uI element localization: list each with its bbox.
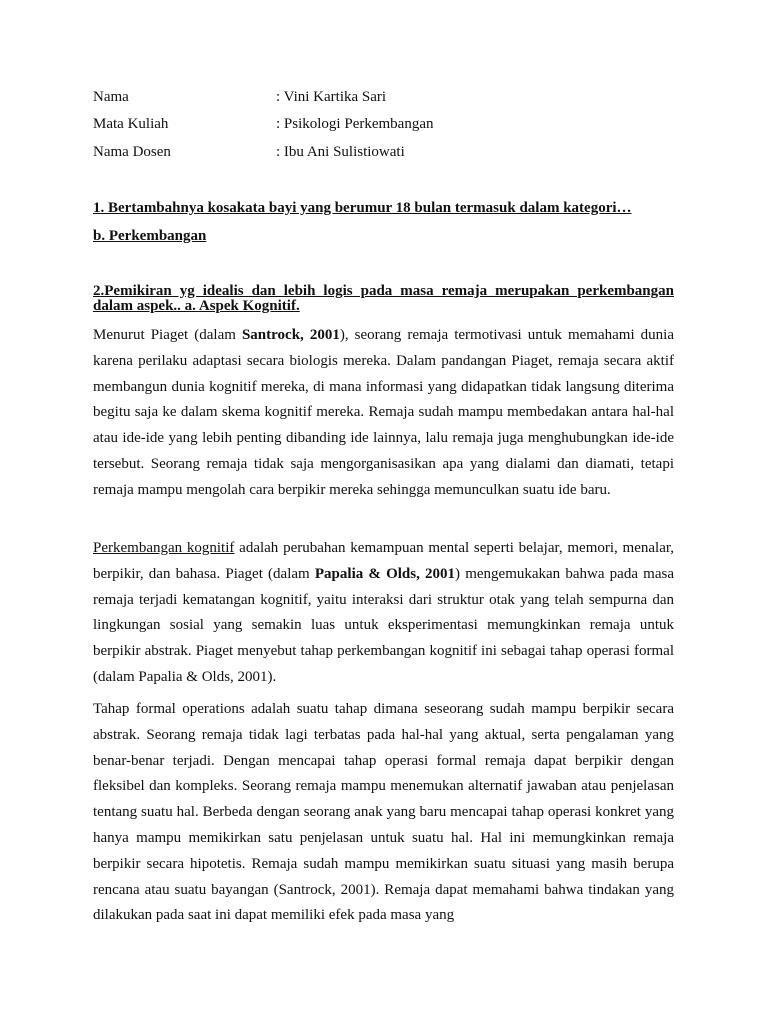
- question-2-line-2: dalam aspek.. a. Aspek Kognitif.: [93, 298, 300, 314]
- student-name-label: Nama: [93, 89, 129, 105]
- citation-santrock: Santrock, 2001: [241, 327, 340, 343]
- paragraph-2-text-a: adalah perubahan kemampuan mental seperti belajar, memori, menalar, berpikir, dan bahasa. Piaget (dalam: [93, 540, 675, 582]
- citation-papalia-olds: Papalia & Olds, 2001: [314, 565, 456, 582]
- paragraph-formal-operations: Tahap formal operations adalah suatu tahap dimana seseorang sudah mampu berpikir secara abstrak. Seorang remaja tidak lagi terbatas pada hal-hal yang aktual, serta pengalaman yang benar-benar terjadi. Dengan mencapai tahap operasi formal remaja dapat berpikir dengan fleksibel dan kompleks. Seorang remaja mampu menemukan alternatif jawaban atau penjelasan tentang suatu hal. Berbeda dengan seorang anak yang baru mencapai tahap operasi konkret yang hanya mampu memikirkan satu penjelasan untuk suatu hal. Hal ini memungkinkan remaja berpikir secara hipotetis. Remaja sudah mampu memikirkan suatu situasi yang masih berupa rencana atau suatu bayangan (Santrock, 2001). Remaja dapat memahami bahwa tindakan yang dilakukan pada saat ini dapat memiliki efek pada masa yang: [93, 701, 674, 924]
- lecturer-row: [93, 142, 405, 162]
- paragraph-cognitive-development: [93, 536, 674, 691]
- course-value: : Psikologi Perkembangan: [276, 116, 434, 132]
- student-name-value: : Vini Kartika Sari: [276, 89, 387, 105]
- course-row: [93, 114, 434, 134]
- course-label: Mata Kuliah: [93, 116, 169, 132]
- paragraph-1-text-b: ), seorang remaja termotivasi untuk memahami dunia karena perilaku adaptasi secara biologis mereka. Dalam pandangan Piaget, remaja secara aktif membangun dunia kognitif mereka, di mana informasi yang didapatkan tidak langsung diterima begitu saja ke dalam skema kognitif mereka. Remaja sudah mampu membedakan antara hal-hal atau ide-ide yang lebih penting dibanding ide lainnya, lalu remaja juga menghubungkan ide-ide tersebut. Seorang remaja tidak saja mengorganisasikan apa yang dialami dan diamati, tetapi remaja mampu mengolah cara berpikir mereka sehingga memunculkan suatu ide baru.: [93, 327, 674, 498]
- question-2: [93, 284, 674, 314]
- lecturer-label: Nama Dosen: [93, 144, 171, 160]
- student-name-row: [93, 87, 386, 107]
- paragraph-2-text-b: ) mengemukakan bahwa pada masa remaja terjadi kematangan kognitif, yaitu interaksi dari struktur otak yang telah sempurna dan lingkungan sosial yang semakin luas untuk eksperimentasi memungkinkan remaja untuk berpikir abstrak. Piaget menyebut tahap perkembangan kognitif ini sebagai tahap operasi formal (dalam Papalia & Olds, 2001).: [93, 565, 674, 685]
- paragraph-piaget-santrock: [93, 323, 674, 504]
- answer-1: b. Perkembangan: [93, 228, 207, 244]
- term-perkembangan-kognitif: Perkembangan kognitif: [93, 540, 235, 556]
- question-2-line-1: 2.Pemikiran yg idealis dan lebih logis pada masa remaja merupakan perkembangan: [93, 283, 674, 299]
- question-1: 1. Bertambahnya kosakata bayi yang berumur 18 bulan termasuk dalam kategori…: [93, 200, 632, 216]
- lecturer-value: : Ibu Ani Sulistiowati: [276, 144, 405, 160]
- paragraph-1-text-a: Menurut Piaget (dalam: [93, 327, 242, 343]
